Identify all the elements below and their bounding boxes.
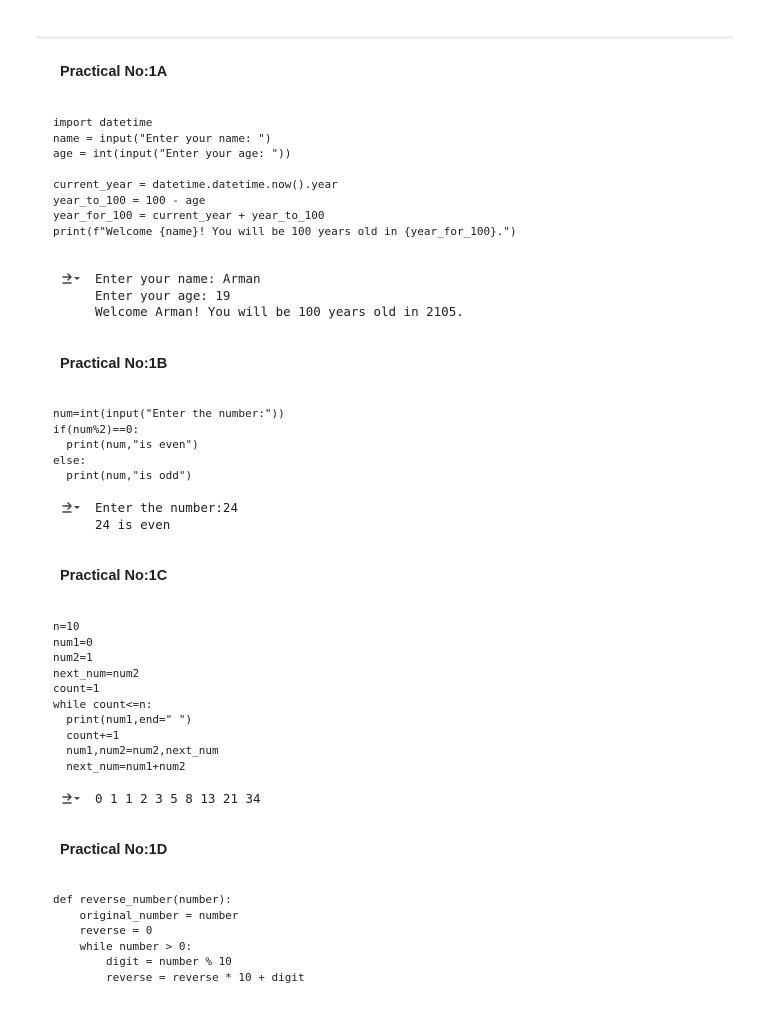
practical-1a-output [60,271,464,321]
output-arrow-icon[interactable] [60,272,82,288]
output-arrow-icon[interactable] [60,792,82,808]
practical-1c-heading: Practical No:1C [60,568,168,584]
practical-1b-output-text: Enter the number:24 24 is even [95,500,238,532]
practical-1b-heading: Practical No:1B [60,356,168,372]
practical-1d-heading: Practical No:1D [60,842,168,858]
top-divider [36,36,733,39]
practical-1c-output-text: 0 1 1 2 3 5 8 13 21 34 [95,791,261,806]
practical-1a-heading: Practical No:1A [60,64,168,80]
practical-1c-output [60,791,261,808]
practical-1b-output [60,500,238,533]
practical-1c-code[interactable]: n=10 num1=0 num2=1 next_num=num2 count=1 while count<=n: print(num1,end=" ") count+=1 num1,num2=num2,next_num next_num=num1+num2 [53,620,219,773]
output-arrow-icon[interactable] [60,501,82,517]
practical-1d-code[interactable]: def reverse_number(number): original_number = number reverse = 0 while number > 0: digit = number % 10 reverse = reverse * 10 + digit [53,893,305,984]
practical-1a-code[interactable]: import datetime name = input("Enter your name: ") age = int(input("Enter your age: ")) current_year = datetime.datetime.now().year year_to_100 = 100 - age year_for_100 = current_year + year_to_100 print(f"Welcome {name}! You will be 100 years old in {year_for_100}.") [53,116,517,238]
practical-1a-output-text: Enter your name: Arman Enter your age: 19 Welcome Arman! You will be 100 years old in 2105. [95,271,464,319]
practical-1b-code[interactable]: num=int(input("Enter the number:")) if(num%2)==0: print(num,"is even") else: print(num,"is odd") [53,407,285,482]
